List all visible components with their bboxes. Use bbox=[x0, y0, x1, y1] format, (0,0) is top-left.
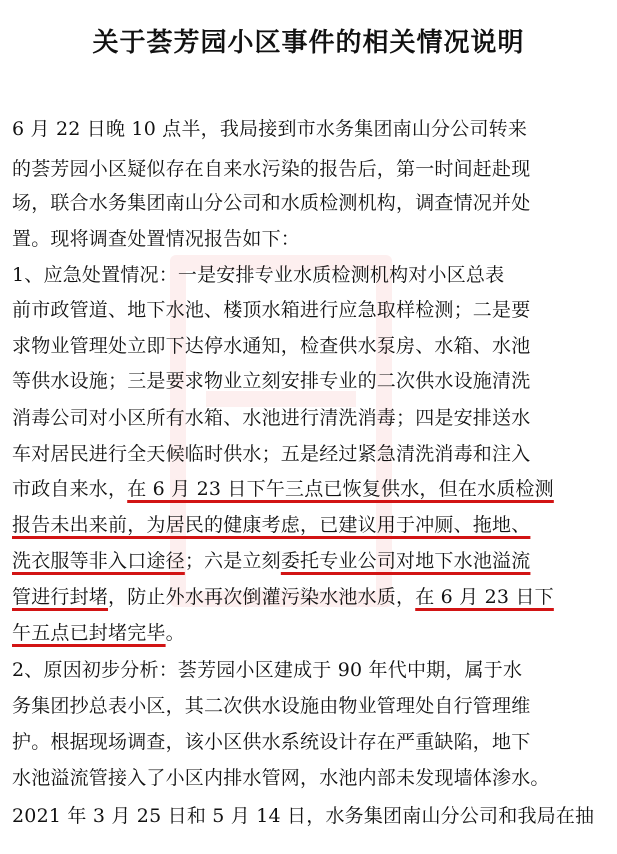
text-line bbox=[12, 730, 530, 754]
text-line bbox=[12, 334, 530, 358]
text-segment: 置。现将调查处置情况报告如下： bbox=[12, 228, 301, 250]
text-line bbox=[12, 804, 594, 828]
text-line bbox=[12, 369, 530, 393]
text-segment: 2021 年 3 月 25 日和 5 月 14 日，水务集团南山分公司和我局在抽 bbox=[12, 805, 595, 827]
text-segment: ；六是立刻 bbox=[184, 550, 281, 572]
text-segment: 求物业管理处立即下达停水通知，检查供水泵房、水箱、水池 bbox=[12, 335, 531, 357]
underlined-text: 在 6 月 23 日下 bbox=[415, 586, 554, 608]
text-line bbox=[12, 298, 530, 322]
text-line bbox=[12, 621, 185, 645]
document-title: 关于荟芳园小区事件的相关情况说明 bbox=[92, 28, 525, 58]
text-segment: 消毒公司对小区所有水箱、水池进行清洗消毒；四是安排送水 bbox=[12, 407, 531, 429]
text-segment: 市政自来水， bbox=[12, 478, 128, 500]
text-line bbox=[12, 585, 554, 609]
text-segment: 护。根据现场调查，该小区供水系统设计存在严重缺陷，地下 bbox=[12, 731, 531, 753]
text-segment: 前市政管道、地下水池、楼顶水箱进行应急取样检测；二是要 bbox=[12, 299, 531, 321]
text-segment: 1、应急处置情况：一是安排专业水质检测机构对小区总表 bbox=[12, 264, 505, 286]
text-line bbox=[12, 406, 530, 430]
text-line bbox=[12, 227, 300, 251]
text-segment: 务集团抄总表小区，其二次供水设施由物业管理处自行管理维 bbox=[12, 695, 531, 717]
text-segment: ，防止外水再次倒灌污染水池水质， bbox=[108, 586, 416, 608]
text-segment: 6 月 22 日晚 10 点半，我局接到市水务集团南山分公司转来 bbox=[12, 118, 528, 140]
text-line bbox=[12, 694, 530, 718]
text-line bbox=[12, 766, 550, 790]
underlined-text: 在 6 月 23 日下午三点已恢复供水，但在水质检测 bbox=[127, 478, 554, 500]
text-line bbox=[12, 513, 530, 537]
underlined-text: 洗衣服等非入口途径 bbox=[12, 550, 185, 572]
underlined-text: 午五点已封堵完毕 bbox=[12, 622, 166, 644]
underlined-text: 委托专业公司对地下水池溢流 bbox=[280, 550, 531, 572]
text-line bbox=[12, 263, 504, 287]
text-segment: 车对居民进行全天候临时供水；五是经过紧急清洗消毒和注入 bbox=[12, 443, 531, 465]
text-line bbox=[12, 191, 530, 215]
text-segment: 等供水设施；三是要求物业立刻安排专业的二次供水设施清洗 bbox=[12, 370, 531, 392]
text-line bbox=[12, 658, 522, 682]
text-segment: 的荟芳园小区疑似存在自来水污染的报告后，第一时间赶赴现 bbox=[12, 158, 531, 180]
text-line bbox=[12, 477, 554, 501]
text-line bbox=[12, 157, 530, 181]
underlined-text: 管进行封堵 bbox=[12, 586, 109, 608]
text-segment: 水池溢流管接入了小区内排水管网，水池内部未发现墙体渗水。 bbox=[12, 767, 550, 789]
text-segment: 2、原因初步分析：荟芳园小区建成于 90 年代中期，属于水 bbox=[12, 659, 523, 681]
text-line bbox=[12, 117, 527, 141]
text-segment: 场，联合水务集团南山分公司和水质检测机构，调查情况并处 bbox=[12, 192, 531, 214]
underlined-text: 报告未出来前，为居民的健康考虑，已建议用于冲厕、拖地、 bbox=[12, 514, 531, 536]
text-segment: 。 bbox=[165, 622, 185, 644]
text-line bbox=[12, 549, 530, 573]
text-line bbox=[12, 442, 530, 466]
